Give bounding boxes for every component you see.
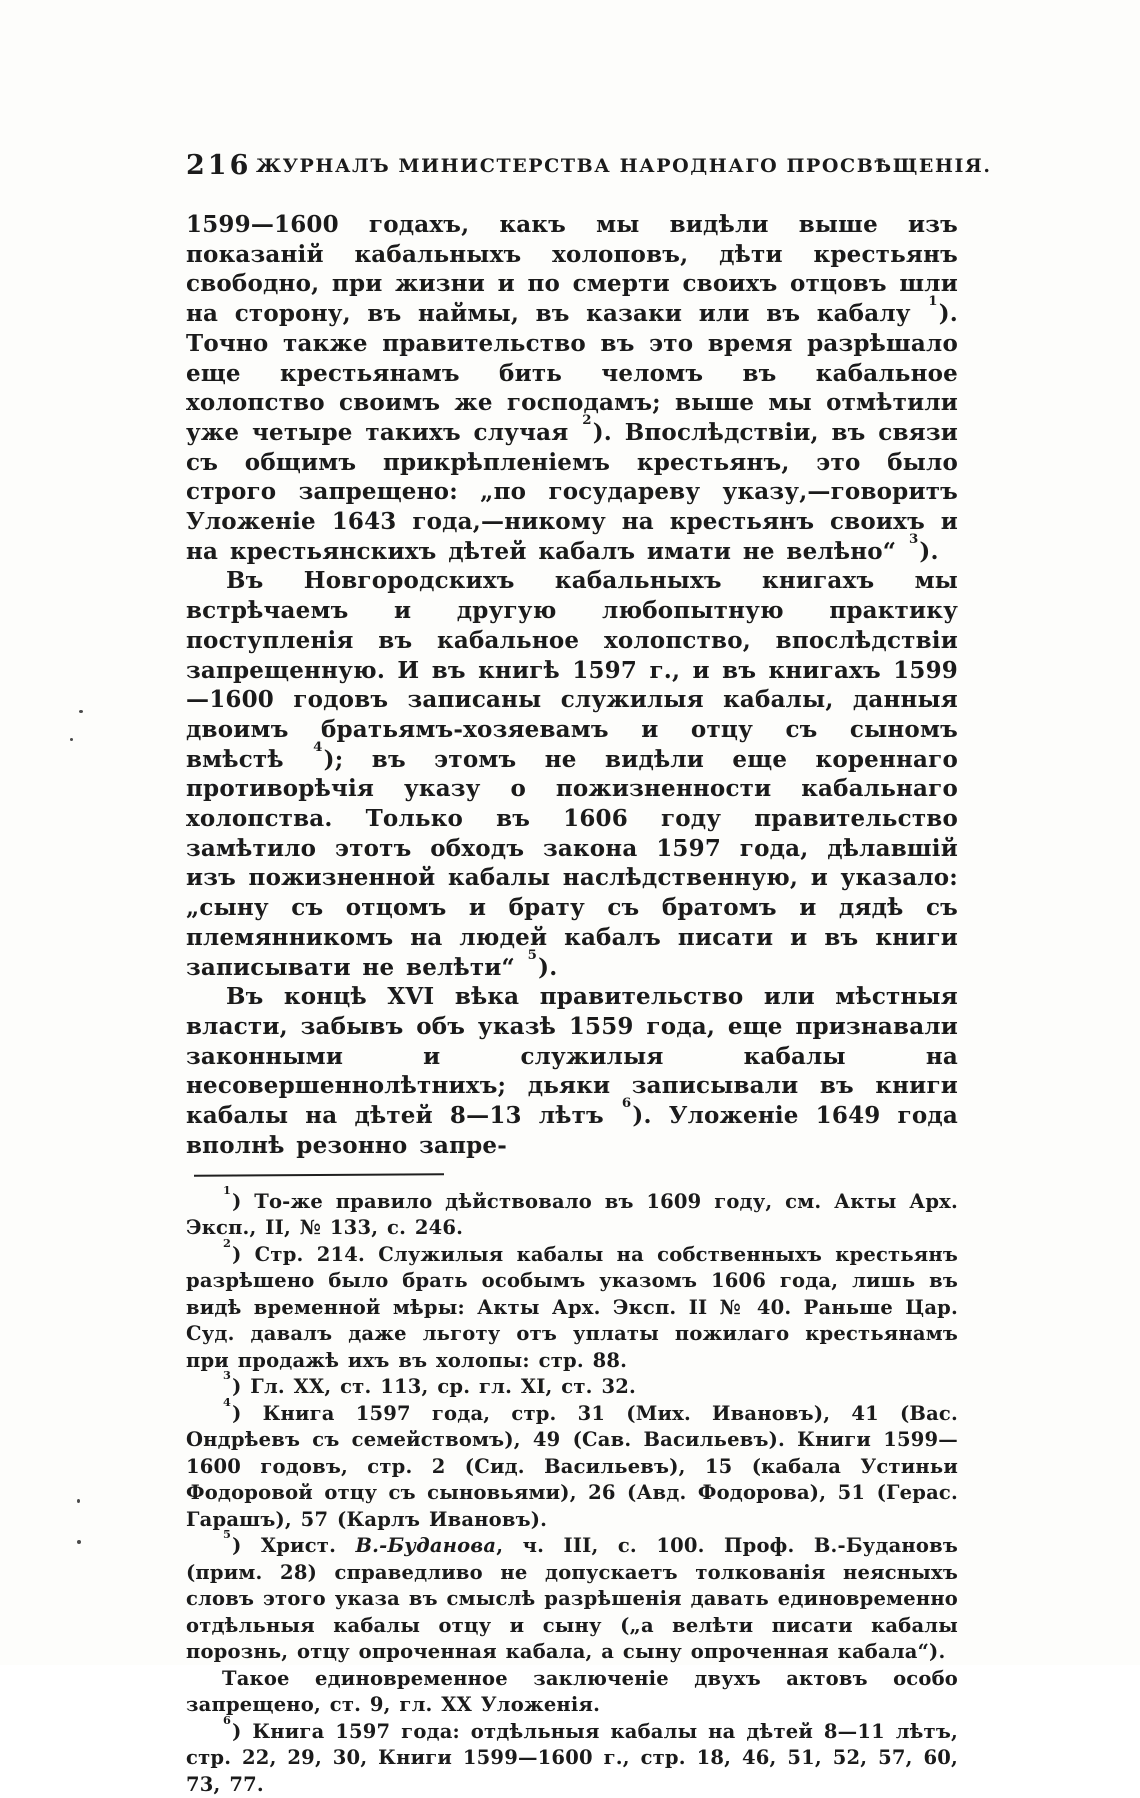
- scan-artifact-dot: [77, 1499, 80, 1503]
- footnote-paragraph: $^1$) То-же правило дѣйствовало въ 1609 году, см. Акты Арх. Эксп., II, № 133, с. 246.: [186, 1189, 958, 1242]
- footnote-marker: 4: [312, 739, 323, 755]
- footnote-marker: 6: [222, 1713, 232, 1727]
- footnote-paragraph: $^3$) Гл. XX, ст. 113, ср. гл. XI, ст. 32.: [186, 1374, 958, 1401]
- footnote-marker: 1: [222, 1183, 232, 1197]
- footnote-marker: 3: [908, 531, 919, 547]
- footnote-marker: 6: [621, 1095, 632, 1111]
- body-paragraph: Въ Новгородскихъ кабальныхъ книгахъ мы встрѣчаемъ и другую любопытную практику поступленія въ кабальное холопство, впослѣдствіи запрещенную. И въ книгѣ 1597 г., и въ книгахъ 1599—1600 годовъ записаны служилыя кабалы, данныя двоимъ братьямъ-хозяевамъ и отцу съ сыномъ вмѣстѣ $^4$); въ этомъ не видѣли еще кореннаго противорѣчія указу о пожизненности кабальнаго холопства. Только въ 1606 году правительство замѣтило этотъ обходъ закона 1597 года, дѣлавшій изъ пожизненной кабалы наслѣдственную, и указало: „сыну съ отцомъ и брату съ братомъ и дядѣ съ племянникомъ на людей кабалъ писати и въ книги записывати не велѣти“ $^5$).: [186, 566, 958, 982]
- footnote-paragraph: Такое единовременное заключеніе двухъ актовъ особо запрещено, ст. 9, гл. XX Уложенія.: [186, 1666, 958, 1719]
- footnote-marker: 3: [222, 1368, 232, 1382]
- footnote-paragraph: $^6$) Книга 1597 года: отдѣльныя кабалы на дѣтей 8—11 лѣтъ, стр. 22, 29, 30, Книги 1599—1600 г., стр. 18, 46, 51, 52, 57, 60, 73, 77.: [186, 1719, 958, 1798]
- scan-artifact-dot: [79, 710, 83, 713]
- footnotes: [186, 1189, 958, 1798]
- footnote-marker: 2: [222, 1236, 232, 1250]
- body-paragraph: Въ концѣ XVI вѣка правительство или мѣстныя власти, забывъ объ указѣ 1559 года, еще признавали законными и служилыя кабалы на несовершеннолѣтнихъ; дьяки записывали въ книги кабалы на дѣтей 8—13 лѣтъ $^6$). Уложеніе 1649 года вполнѣ резонно запре-: [186, 982, 958, 1160]
- footnote-marker: 2: [581, 412, 592, 428]
- footnote-paragraph: $^4$) Книга 1597 года, стр. 31 (Мих. Ивановъ), 41 (Вас. Ондрѣевъ съ семействомъ), 49 (Сав. Васильевъ). Книги 1599—1600 годовъ, стр. 2 (Сид. Васильевъ), 15 (кабала Устиньи Фодоровой отцу съ сыновьями), 26 (Авд. Фодорова), 51 (Герас. Гарашъ), 57 (Карлъ Ивановъ).: [186, 1401, 958, 1534]
- footnote-marker: 5: [527, 947, 538, 963]
- italic-text: В.-Буданова: [355, 1534, 496, 1557]
- journal-title: ЖУРНАЛЪ МИНИСТЕРСТВА НАРОДНАГО ПРОСВѢЩЕНІЯ.: [186, 148, 958, 177]
- running-header: [186, 148, 958, 184]
- page-content: [186, 148, 958, 1798]
- footnote-marker: 1: [927, 293, 938, 309]
- footnote-marker: 5: [222, 1527, 232, 1541]
- body-paragraph: 1599—1600 годахъ, какъ мы видѣли выше изъ показаній кабальныхъ холоповъ, дѣти крестьянъ свободно, при жизни и по смерти своихъ отцовъ шли на сторону, въ наймы, въ казаки или въ кабалу $^1$). Точно также правительство въ это время разрѣшало еще крестьянамъ бить челомъ въ кабальное холопство своимъ же господамъ; выше мы отмѣтили уже четыре такихъ случая $^2$). Впослѣдствіи, въ связи съ общимъ прикрѣпленіемъ крестьянъ, это было строго запрещено: „по государеву указу,—говоритъ Уложеніе 1643 года,—никому на крестьянъ своихъ и на крестьянскихъ дѣтей кабалъ имати не велѣно“ $^3$).: [186, 210, 958, 566]
- body-text: [186, 210, 958, 1161]
- footnote-paragraph: $^5$) Христ. В.-Буданова, ч. III, с. 100. Проф. В.-Будановъ (прим. 28) справедливо не допускаетъ толкованія неясныхъ словъ этого указа въ смыслѣ разрѣшенія давать единовременно отдѣльныя кабалы отцу и сыну („а велѣти писати кабалы порознь, отцу опроченная кабала, а сыну опроченная кабала“).: [186, 1533, 958, 1666]
- page-number: 216: [186, 150, 251, 181]
- scan-artifact-dot: [70, 738, 73, 741]
- footnote-marker: 4: [222, 1395, 232, 1409]
- scan-artifact-dot: [77, 1540, 81, 1544]
- footnote-paragraph: $^2$) Стр. 214. Служилыя кабалы на собственныхъ крестьянъ разрѣшено было брать особымъ указомъ 1606 года, лишь въ видѣ временной мѣры: Акты Арх. Эксп. II № 40. Раньше Цар. Суд. давалъ даже льготу отъ уплаты пожилаго крестьянамъ при продажѣ ихъ въ холопы: стр. 88.: [186, 1242, 958, 1375]
- footnote-separator: [194, 1173, 444, 1177]
